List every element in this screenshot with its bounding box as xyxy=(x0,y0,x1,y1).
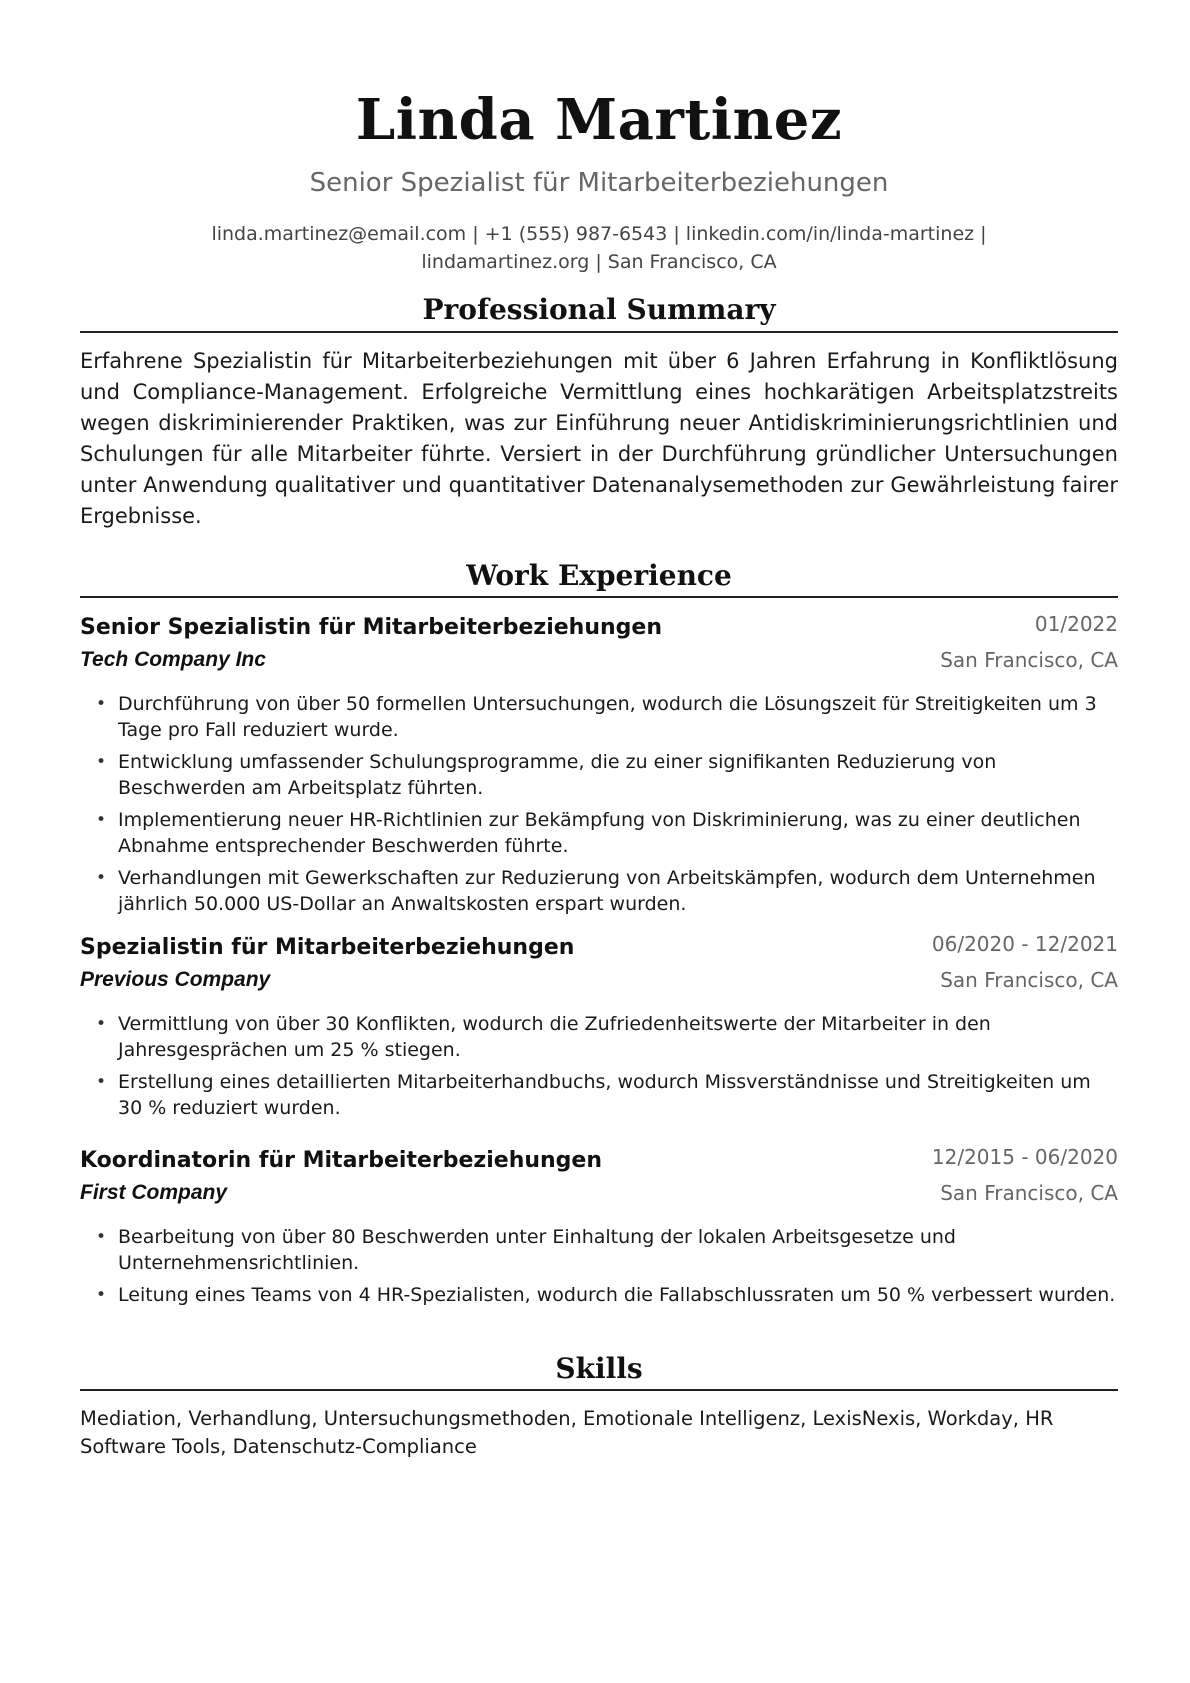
section-title-experience: Work Experience xyxy=(466,559,732,592)
job-location: San Francisco, CA xyxy=(940,968,1118,992)
job-bullet: • Vermittlung von über 30 Konflikten, wodurch die Zufriedenheitswerte der Mitarbeiter in den Jahresgesprächen um 25 % stiegen. xyxy=(80,1011,1118,1063)
job-location: San Francisco, CA xyxy=(940,1181,1118,1205)
job-bullets xyxy=(80,1224,1118,1314)
job-title: Spezialistin für Mitarbeiterbeziehungen xyxy=(80,935,575,960)
candidate-headline: Senior Spezialist für Mitarbeiterbeziehungen xyxy=(309,168,889,198)
job-bullet: • Erstellung eines detaillierten Mitarbeiterhandbuchs, wodurch Missverständnisse und Streitigkeiten um 30 % reduziert wurden. xyxy=(80,1069,1118,1121)
job-date: 06/2020 - 12/2021 xyxy=(931,932,1118,956)
summary-text: Erfahrene Spezialistin für Mitarbeiterbeziehungen mit über 6 Jahren Erfahrung in Konfliktlösung und Compliance-Management. Erfolgreiche Vermittlung eines hochkarätigen Arbeitsplatzstreits wegen diskriminierender Praktiken, was zur Einführung neuer Antidiskriminierungsrichtlinien und Schulungen für alle Mitarbeiter führte. Versiert in der Durchführung gründlicher Untersuchungen unter Anwendung qualitativer und quantitativer Datenanalysemethoden zur Gewährleistung fairer Ergebnisse. xyxy=(80,349,1118,528)
job-bullet: • Bearbeitung von über 80 Beschwerden unter Einhaltung der lokalen Arbeitsgesetze und Unternehmensrichtlinien. xyxy=(80,1224,1118,1276)
job-bullets xyxy=(80,1011,1118,1127)
section-title-skills: Skills xyxy=(555,1352,643,1385)
job-date: 12/2015 - 06/2020 xyxy=(931,1145,1118,1169)
candidate-name: Linda Martinez xyxy=(355,87,843,153)
job-bullets xyxy=(80,691,1118,923)
job-company: First Company xyxy=(80,1181,228,1204)
job-title: Koordinatorin für Mitarbeiterbeziehungen xyxy=(80,1148,603,1173)
job-company: Tech Company Inc xyxy=(80,648,266,671)
job-date: 01/2022 xyxy=(1034,612,1118,636)
section-title-summary: Professional Summary xyxy=(422,293,776,326)
job-location: San Francisco, CA xyxy=(940,648,1118,672)
job-title: Senior Spezialistin für Mitarbeiterbeziehungen xyxy=(80,615,662,640)
job-bullet: • Entwicklung umfassender Schulungsprogramme, die zu einer signifikanten Reduzierung von Beschwerden am Arbeitsplatz führten. xyxy=(80,749,1118,801)
job-bullet: • Verhandlungen mit Gewerkschaften zur Reduzierung von Arbeitskämpfen, wodurch dem Unternehmen jährlich 50.000 US-Dollar an Anwaltskosten erspart wurden. xyxy=(80,865,1118,917)
job-bullet: • Durchführung von über 50 formellen Untersuchungen, wodurch die Lösungszeit für Streitigkeiten um 3 Tage pro Fall reduziert wurde. xyxy=(80,691,1118,743)
section-divider xyxy=(80,596,1118,598)
job-bullet: • Leitung eines Teams von 4 HR-Spezialisten, wodurch die Fallabschlussraten um 50 % verbessert wurden. xyxy=(80,1282,1118,1308)
skills-text: Mediation, Verhandlung, Untersuchungsmethoden, Emotionale Intelligenz, LexisNexis, Workday, HR Software Tools, Datenschutz-Compliance xyxy=(80,1407,1054,1458)
job-company: Previous Company xyxy=(80,968,271,991)
job-bullet: • Implementierung neuer HR-Richtlinien zur Bekämpfung von Diskriminierung, was zu einer deutlichen Abnahme entsprechender Beschwerden führte. xyxy=(80,807,1118,859)
section-divider xyxy=(80,1389,1118,1391)
section-divider xyxy=(80,331,1118,333)
contact-line: linda.martinez@email.com | +1 (555) 987-6543 | linkedin.com/in/linda-martinez | lindamartinez.org | San Francisco, CA xyxy=(211,223,987,273)
